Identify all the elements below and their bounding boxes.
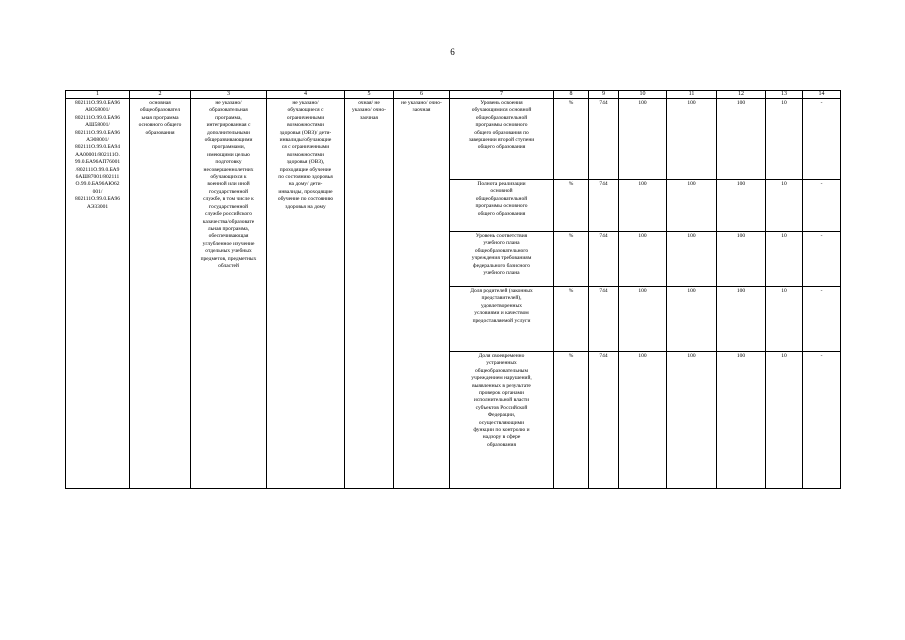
- deviation-cell: 10: [766, 287, 803, 352]
- column-number: 7: [450, 91, 554, 99]
- column-number: 10: [619, 91, 667, 99]
- indicator-name-cell: Уровень соответствия учебного плана общеобразовательного учреждения требованиям федерального базисного учебного плана: [450, 232, 554, 287]
- value-cell: 100: [667, 287, 717, 352]
- value-cell: 100: [717, 287, 766, 352]
- value-cell: 100: [619, 99, 667, 180]
- deviation-abs-cell: -: [803, 352, 841, 489]
- okei-code-cell: 744: [589, 99, 619, 180]
- student-category-cell: не указано/ обучающиеся с ограниченными возможностями здоровья (ОВЗ)/ дети- инвалиды/обучающие ся с ограниченными возможностями здоровья (ОВЗ), проходящие обучение по состоянию здоровья на дому/ дети- инвалиды, проходящие обучение по состоянию здоровья на дому: [267, 99, 345, 489]
- column-numbers-row: [66, 91, 841, 99]
- value-cell: 100: [619, 352, 667, 489]
- deviation-cell: 10: [766, 99, 803, 180]
- column-number: 4: [267, 91, 345, 99]
- okei-code-cell: 744: [589, 232, 619, 287]
- program-cell: основная общеобразовател ьная программа основного общего образования: [130, 99, 191, 489]
- column-number: 6: [394, 91, 450, 99]
- column-number: 13: [766, 91, 803, 99]
- okei-code-cell: 744: [589, 352, 619, 489]
- unit-cell: %: [554, 99, 589, 180]
- unit-cell: %: [554, 232, 589, 287]
- unit-cell: %: [554, 180, 589, 232]
- deviation-abs-cell: -: [803, 287, 841, 352]
- value-cell: 100: [717, 180, 766, 232]
- deviation-abs-cell: -: [803, 180, 841, 232]
- value-cell: 100: [667, 352, 717, 489]
- value-cell: 100: [667, 99, 717, 180]
- value-cell: 100: [717, 99, 766, 180]
- value-cell: 100: [667, 232, 717, 287]
- value-cell: 100: [717, 352, 766, 489]
- deviation-abs-cell: -: [803, 99, 841, 180]
- table-row: [66, 99, 841, 180]
- value-cell: 100: [667, 180, 717, 232]
- value-cell: 100: [619, 287, 667, 352]
- quality-indicators-table: [65, 90, 841, 489]
- okei-code-cell: 744: [589, 180, 619, 232]
- column-number: 8: [554, 91, 589, 99]
- indicator-name-cell: Доля своевременно устраненных общеобразовательным учреждением нарушений, выявленных в результате проверок органами исполнительной власти субъектов Российской Федерации, осуществляющими функции по контролю и надзору в сфере образования: [450, 352, 554, 489]
- indicator-name-cell: Полнота реализации основной общеобразовательной программы основного общего образования: [450, 180, 554, 232]
- study-form-cell: очная/ не указано/ очно- заочная: [345, 99, 394, 489]
- deviation-cell: 10: [766, 352, 803, 489]
- study-mode-cell: не указано/ очно- заочная: [394, 99, 450, 489]
- column-number: 2: [130, 91, 191, 99]
- deviation-cell: 10: [766, 180, 803, 232]
- column-number: 11: [667, 91, 717, 99]
- column-number: 14: [803, 91, 841, 99]
- deviation-cell: 10: [766, 232, 803, 287]
- okei-code-cell: 744: [589, 287, 619, 352]
- indicator-name-cell: Доля родителей (законных представителей), удовлетворенных условиями и качеством предоставляемой услуги: [450, 287, 554, 352]
- deviation-abs-cell: -: [803, 232, 841, 287]
- unit-cell: %: [554, 352, 589, 489]
- column-number: 3: [191, 91, 267, 99]
- column-number: 5: [345, 91, 394, 99]
- indicator-name-cell: Уровень освоения обучающимися основной общеобразовательной программы основного общего образования по завершении второй ступени общего образования: [450, 99, 554, 180]
- column-number: 9: [589, 91, 619, 99]
- column-number: 12: [717, 91, 766, 99]
- page-number: 6: [450, 47, 455, 57]
- value-cell: 100: [619, 232, 667, 287]
- value-cell: 100: [619, 180, 667, 232]
- column-number: 1: [66, 91, 130, 99]
- unit-cell: %: [554, 287, 589, 352]
- program-type-cell: не указано/ образовательная программа, интегрированная с дополнительными общеразвивающими программами, имеющими целью подготовку несовершеннолетних обучающихся к военной или иной государственной службе, в том числе к государственной службе российского казачества/образовате льная программа, обеспечивающая углубленное изучение отдельных учебных предметов, предметных областей: [191, 99, 267, 489]
- registry-codes-cell: 802111О.99.0.БА96 АЮ58001/ 802111О.99.0.БА96 АШ58001/ 802111О.99.0.БА96 АЭ08001/ 802111О.99.0.БА94 АА00001/802111О. 99.0.БА96АП76001 /802111О.99.0.БА9 6АШ87001/802111 О.99.0.БА96АЮ62 001/ 802111О.99.0.БА96 АЭ33001: [66, 99, 130, 489]
- value-cell: 100: [717, 232, 766, 287]
